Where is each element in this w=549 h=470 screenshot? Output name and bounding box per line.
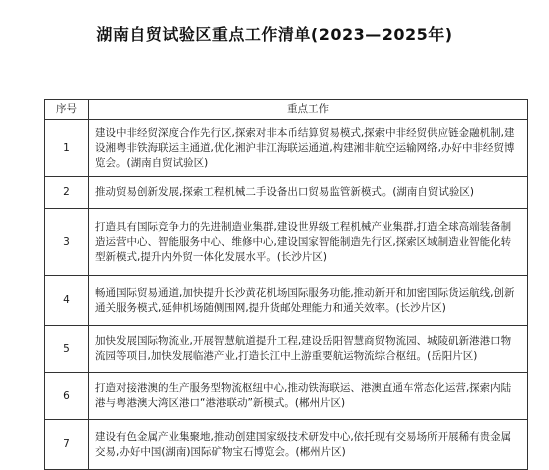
row-content: 打造对接港澳的生产服务型物流枢纽中心,推动铁海联运、港澳直通车常态化运营,探索内陆港与粤港澳大湾区港口“港港联动”新模式。(郴州片区)	[89, 373, 528, 420]
row-number: 1	[45, 120, 89, 177]
row-number: 5	[45, 326, 89, 373]
row-number: 6	[45, 373, 89, 420]
row-content: 打造具有国际竞争力的先进制造业集群,建设世界级工程机械产业集群,打造全球高端装备制造运营中心、智能服务中心、维修中心,建设国家智能制造先行区,探索区域制造业智能化转型新模式,提升内外贸一体化发展水平。(长沙片区)	[89, 209, 528, 276]
row-number: 2	[45, 177, 89, 209]
header-key-work: 重点工作	[89, 100, 528, 120]
table-row	[45, 373, 528, 420]
row-number: 3	[45, 209, 89, 276]
row-content: 建设中非经贸深度合作先行区,探索对非本币结算贸易模式,探索中非经贸供应链金融机制,建设湘粤非铁海联运主通道,优化湘沪非江海联运通道,构建湘非航空运输网络,办好中非经贸博览会。(湖南自贸试验区)	[89, 120, 528, 177]
row-number: 4	[45, 276, 89, 326]
row-content: 畅通国际贸易通道,加快提升长沙黄花机场国际服务功能,推动新开和加密国际货运航线,创新通关服务模式,延伸机场随侧围网,提升货邮处理能力和通关效率。(长沙片区)	[89, 276, 528, 326]
table-row	[45, 177, 528, 209]
row-content: 建设有色金属产业集聚地,推动创建国家级技术研发中心,依托现有交易场所开展稀有贵金属交易,办好中国(湖南)国际矿物宝石博览会。(郴州片区)	[89, 420, 528, 470]
table-row	[45, 276, 528, 326]
table-row	[45, 326, 528, 373]
table-row	[45, 209, 528, 276]
row-content: 加快发展国际物流业,开展智慧航道提升工程,建设岳阳智慧商贸物流园、城陵矶新港港口物流园等项目,加快发展临港产业,打造长江中上游重要航运物流综合枢纽。(岳阳片区)	[89, 326, 528, 373]
row-number: 7	[45, 420, 89, 470]
table-row	[45, 420, 528, 470]
table-row	[45, 120, 528, 177]
header-serial-number: 序号	[45, 100, 89, 120]
document-title: 湖南自贸试验区重点工作清单(2023—2025年)	[96, 25, 453, 44]
row-content: 推动贸易创新发展,探索工程机械二手设备出口贸易监管新模式。(湖南自贸试验区)	[89, 177, 528, 209]
work-list-table	[44, 99, 528, 470]
table-header-row	[45, 100, 528, 120]
